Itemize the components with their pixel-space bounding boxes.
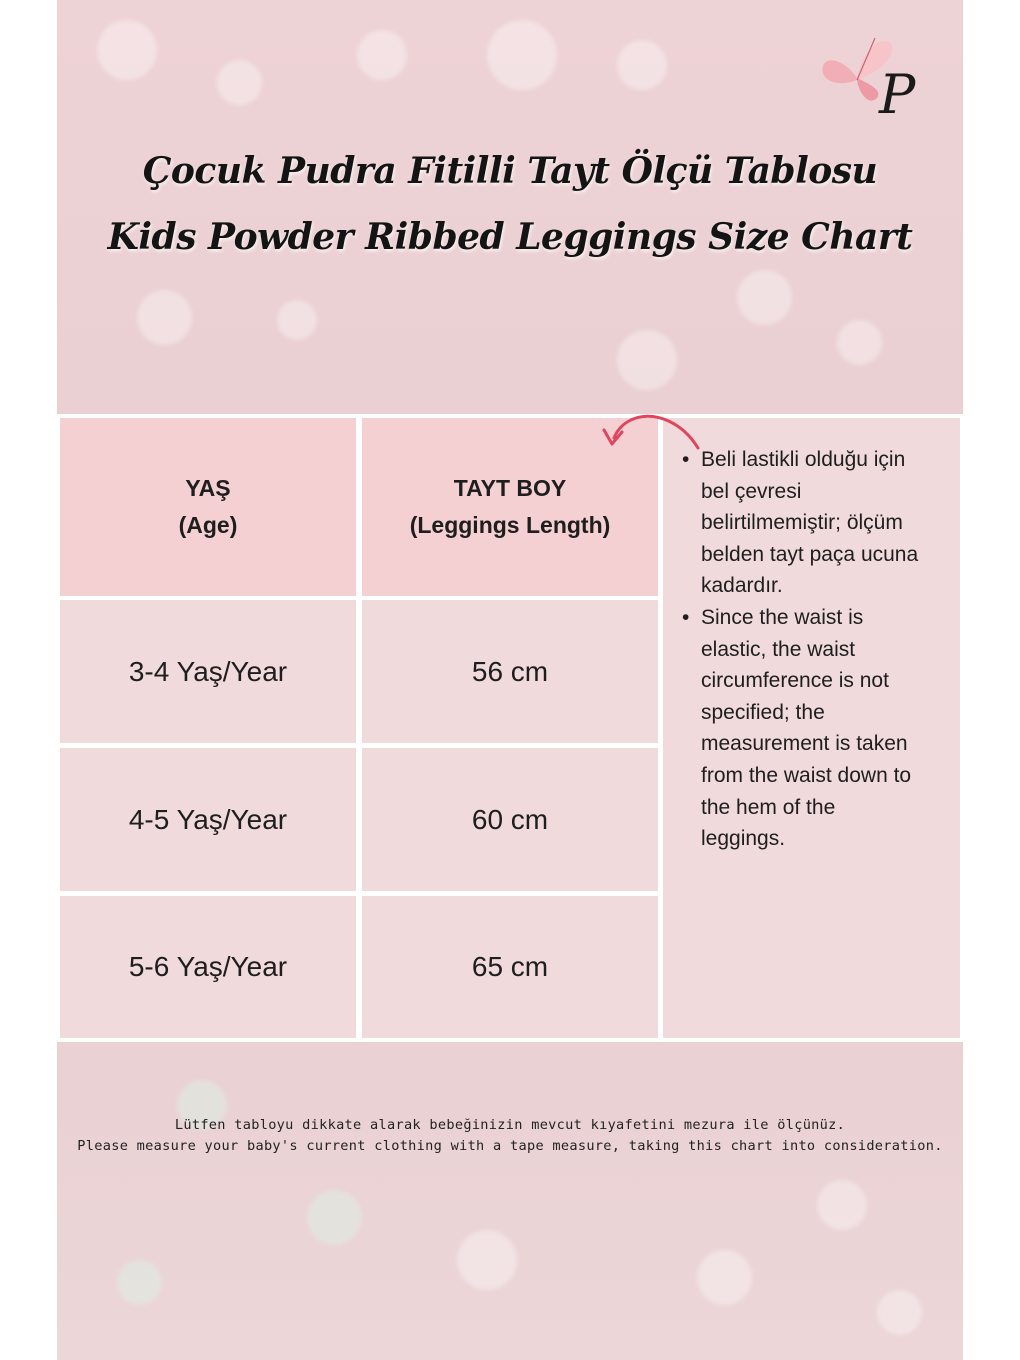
size-table xyxy=(57,414,963,1042)
bokeh-light xyxy=(217,60,262,105)
bokeh-light xyxy=(97,20,157,80)
bokeh-light xyxy=(617,330,677,390)
bokeh-green xyxy=(117,1260,162,1305)
bokeh-light xyxy=(357,30,407,80)
bokeh-light xyxy=(617,40,667,90)
age-cell: 4-5 Yaş/Year xyxy=(60,748,356,891)
header-age xyxy=(60,418,356,596)
logo-letter: P xyxy=(879,63,916,126)
note-item: • Since the waist is elastic, the waist circumference is not specified; the measurement is taken from the waist down to the hem of the leggings. xyxy=(701,602,921,855)
length-cell: 56 cm xyxy=(362,600,658,743)
bokeh-light xyxy=(277,300,317,340)
header-length-sublabel: (Leggings Length) xyxy=(409,512,611,538)
header-age-label: YAŞ xyxy=(185,475,231,501)
age-cell: 3-4 Yaş/Year xyxy=(60,600,356,743)
header-length-label: TAYT BOY xyxy=(453,475,567,501)
length-cell: 65 cm xyxy=(362,896,658,1038)
notes-list xyxy=(701,444,921,855)
curved-arrow-icon xyxy=(592,404,702,460)
header-age-sublabel: (Age) xyxy=(178,512,238,538)
title-turkish: Çocuk Pudra Fitilli Tayt Ölçü Tablosu xyxy=(142,150,878,192)
length-cell: 60 cm xyxy=(362,748,658,891)
bokeh-light xyxy=(457,1230,517,1290)
footer-turkish: Lütfen tabloyu dikkate alarak bebeğinizin mevcut kıyafetini mezura ile ölçünüz. xyxy=(174,1117,846,1133)
bokeh-light xyxy=(877,1290,922,1335)
notes-panel xyxy=(663,418,960,1038)
brand-logo xyxy=(817,28,927,138)
age-cell: 5-6 Yaş/Year xyxy=(60,896,356,1038)
bokeh-green xyxy=(307,1190,362,1245)
bokeh-light xyxy=(697,1250,752,1305)
bokeh-light xyxy=(737,270,792,325)
footer-english: Please measure your baby's current clothing with a tape measure, taking this chart into consideration. xyxy=(77,1138,943,1154)
size-chart-card xyxy=(57,0,963,1360)
title-english: Kids Powder Ribbed Leggings Size Chart xyxy=(107,216,913,258)
bokeh-light xyxy=(137,290,192,345)
bokeh-light xyxy=(837,320,882,365)
bokeh-light xyxy=(817,1180,867,1230)
bokeh-light xyxy=(487,20,557,90)
note-item: • Beli lastikli olduğu için bel çevresi belirtilmemiştir; ölçüm belden tayt paça ucuna kadardır. xyxy=(701,444,921,602)
